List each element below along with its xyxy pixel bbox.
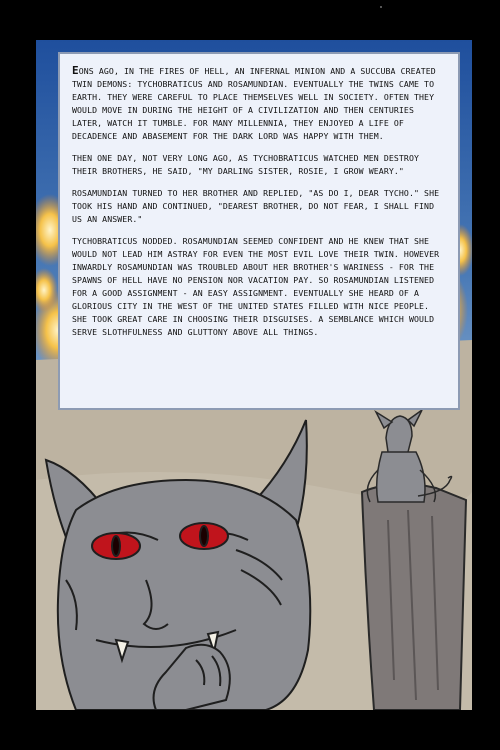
narration-box	[58, 52, 460, 410]
narration-paragraph-1: EONS AGO, IN THE FIRES OF HELL, AN INFERNAL MINION AND A SUCCUBA CREATED TWIN DEMONS: TYCHOBRATICUS AND ROSAMUNDIAN. EVENTUALLY THE TWINS CAME TO EARTH. THEY WERE CAREFUL TO PLACE THEMSELVES WELL IN SOCIETY. OFTEN THEY WOULD MOVE IN DURING THE HEIGHT OF A CIVILIZATION AND THEN CENTURIES LATER, WATCH IT TUMBLE. FOR MANY MILLENNIA, THEY ENJOYED A LIFE OF DECADENCE AND ABASEMENT FOR THE DARK LORD WAS HAPPY WITH THEM.	[72, 64, 436, 141]
narration-paragraph-3: ROSAMUNDIAN TURNED TO HER BROTHER AND REPLIED, "AS DO I, DEAR TYCHO." SHE TOOK HIS HAND AND CONTINUED, "DEAREST BROTHER, DO NOT FEAR, I SHALL FIND US AN ANSWER."	[72, 188, 440, 224]
narration-paragraph-4: TYCHOBRATICUS NODDED. ROSAMUNDIAN SEEMED CONFIDENT AND HE KNEW THAT SHE WOULD NOT LEAD HIM ASTRAY FOR EVEN THE MOST EVIL LOVE THEIR TWIN. HOWEVER INWARDLY ROSAMUNDIAN WAS TROUBLED ABOUT HER BROTHER'S WARINESS - FOR THE SPAWNS OF HELL HAVE NO PENSION NOR VACATION PAY. SO ROSAMUNDIAN LISTENED FOR A GOOD ASSIGNMENT - AN EASY ASSIGNMENT. EVENTUALLY SHE HEARD OF A GLORIOUS CITY IN THE WEST OF THE UNITED STATES FILLED WITH NICE PEOPLE. SHE TOOK GREAT CARE IN CHOOSING THEIR DISGUISES. A SEMBLANCE WHICH WOULD SERVE SLOTHFULNESS AND GLUTTONY ABOVE ALL THINGS.	[72, 236, 440, 337]
narration-paragraph-2: THEN ONE DAY, NOT VERY LONG AGO, AS TYCHOBRATICUS WATCHED MEN DESTROY THEIR BROTHERS, HE SAID, "MY DARLING SISTER, ROSIE, I GROW WEARY."	[72, 153, 420, 176]
page-speck	[380, 6, 382, 8]
